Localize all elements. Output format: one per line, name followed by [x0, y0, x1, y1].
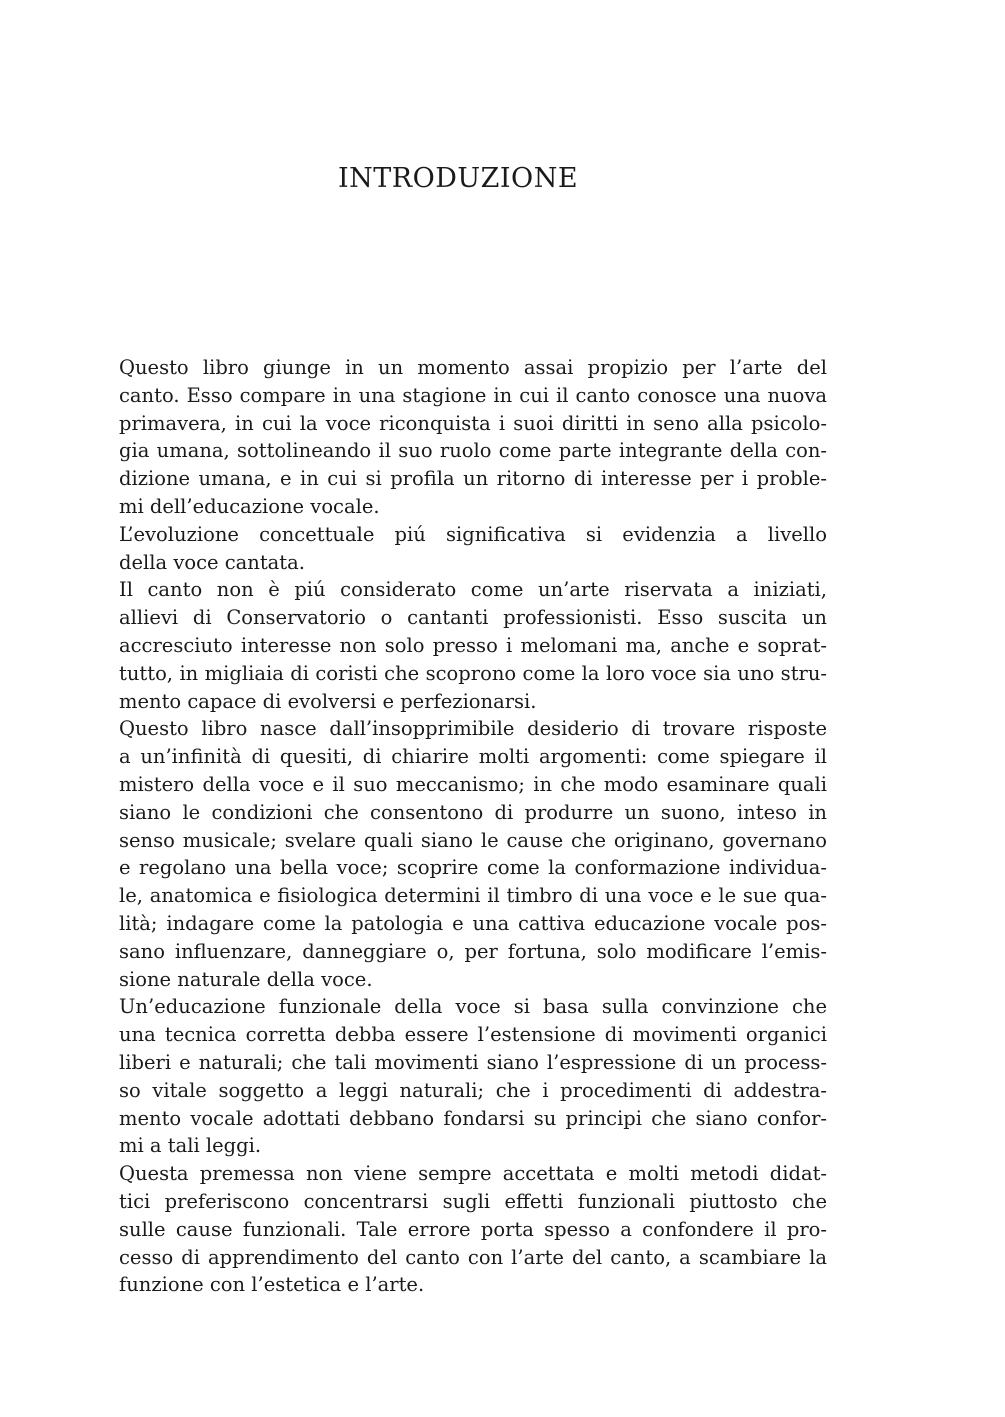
text-line: mi dell’educazione vocale.	[119, 494, 380, 518]
text-line: liberi e naturali; che tali movimenti siano l’espressione di un process-	[119, 1050, 827, 1074]
text-line: mento capace di evolversi e perfezionarsi.	[119, 689, 537, 713]
text-line: sano influenzare, danneggiare o, per fortuna, solo modificare l’emis-	[119, 939, 827, 963]
text-line: e regolano una bella voce; scoprire come la conformazione individua-	[119, 856, 827, 880]
text-line: sione naturale della voce.	[119, 967, 373, 991]
body-text	[119, 354, 827, 1299]
paragraph	[119, 715, 827, 993]
text-line: dizione umana, e in cui si profila un ritorno di interesse per i proble-	[119, 467, 827, 491]
text-line: siano le condizioni che consentono di produrre un suono, inteso in	[119, 800, 827, 824]
text-line: lità; indagare come la patologia e una cattiva educazione vocale pos-	[119, 911, 827, 935]
text-line: L’evoluzione concettuale piú significativa si evidenzia a livello	[119, 522, 827, 546]
paragraph	[119, 521, 827, 577]
text-line: Il canto non è piú considerato come un’arte riservata a iniziati,	[119, 578, 827, 602]
text-line: una tecnica corretta debba essere l’estensione di movimenti organici	[119, 1023, 827, 1047]
text-line: funzione con l’estetica e l’arte.	[119, 1273, 425, 1297]
text-line: cesso di apprendimento del canto con l’arte del canto, a scambiare la	[119, 1245, 827, 1269]
text-line: tutto, in migliaia di coristi che scoprono come la loro voce sia uno stru-	[119, 661, 827, 685]
text-line: mistero della voce e il suo meccanismo; in che modo esaminare quali	[119, 772, 827, 796]
paragraph	[119, 1160, 827, 1299]
paragraph	[119, 576, 827, 715]
text-line: gia umana, sottolineando il suo ruolo come parte integrante della con-	[119, 439, 827, 463]
text-line: Questa premessa non viene sempre accettata e molti metodi didat-	[119, 1162, 827, 1186]
text-line: so vitale soggetto a leggi naturali; che i procedimenti di addestra-	[119, 1078, 827, 1102]
chapter-title: INTRODUZIONE	[337, 163, 579, 194]
text-line: le, anatomica e fisiologica determini il timbro di una voce e le sue qua-	[119, 884, 827, 908]
text-line: primavera, in cui la voce riconquista i suoi diritti in seno alla psicolo-	[119, 411, 827, 435]
text-line: tici preferiscono concentrarsi sugli effetti funzionali piuttosto che	[119, 1189, 827, 1213]
text-line: accresciuto interesse non solo presso i melomani ma, anche e soprat-	[119, 633, 827, 657]
text-line: senso musicale; svelare quali siano le cause che originano, governano	[119, 828, 827, 852]
text-line: Un’educazione funzionale della voce si basa sulla convinzione che	[119, 995, 827, 1019]
text-line: mi a tali leggi.	[119, 1134, 262, 1158]
text-line: della voce cantata.	[119, 550, 305, 574]
text-line: Questo libro giunge in un momento assai propizio per l’arte del	[119, 356, 827, 379]
text-line: a un’infinità di quesiti, di chiarire molti argomenti: come spiegare il	[119, 745, 827, 769]
text-line: canto. Esso compare in una stagione in cui il canto conosce una nuova	[119, 383, 827, 407]
text-line: sulle cause funzionali. Tale errore porta spesso a confondere il pro-	[119, 1217, 827, 1241]
text-line: allievi di Conservatorio o cantanti professionisti. Esso suscita un	[119, 606, 827, 630]
paragraph	[119, 354, 827, 521]
text-line: mento vocale adottati debbano fondarsi su principi che siano confor-	[119, 1106, 827, 1130]
text-line: Questo libro nasce dall’insopprimibile desiderio di trovare risposte	[119, 717, 827, 741]
paragraph	[119, 993, 827, 1160]
